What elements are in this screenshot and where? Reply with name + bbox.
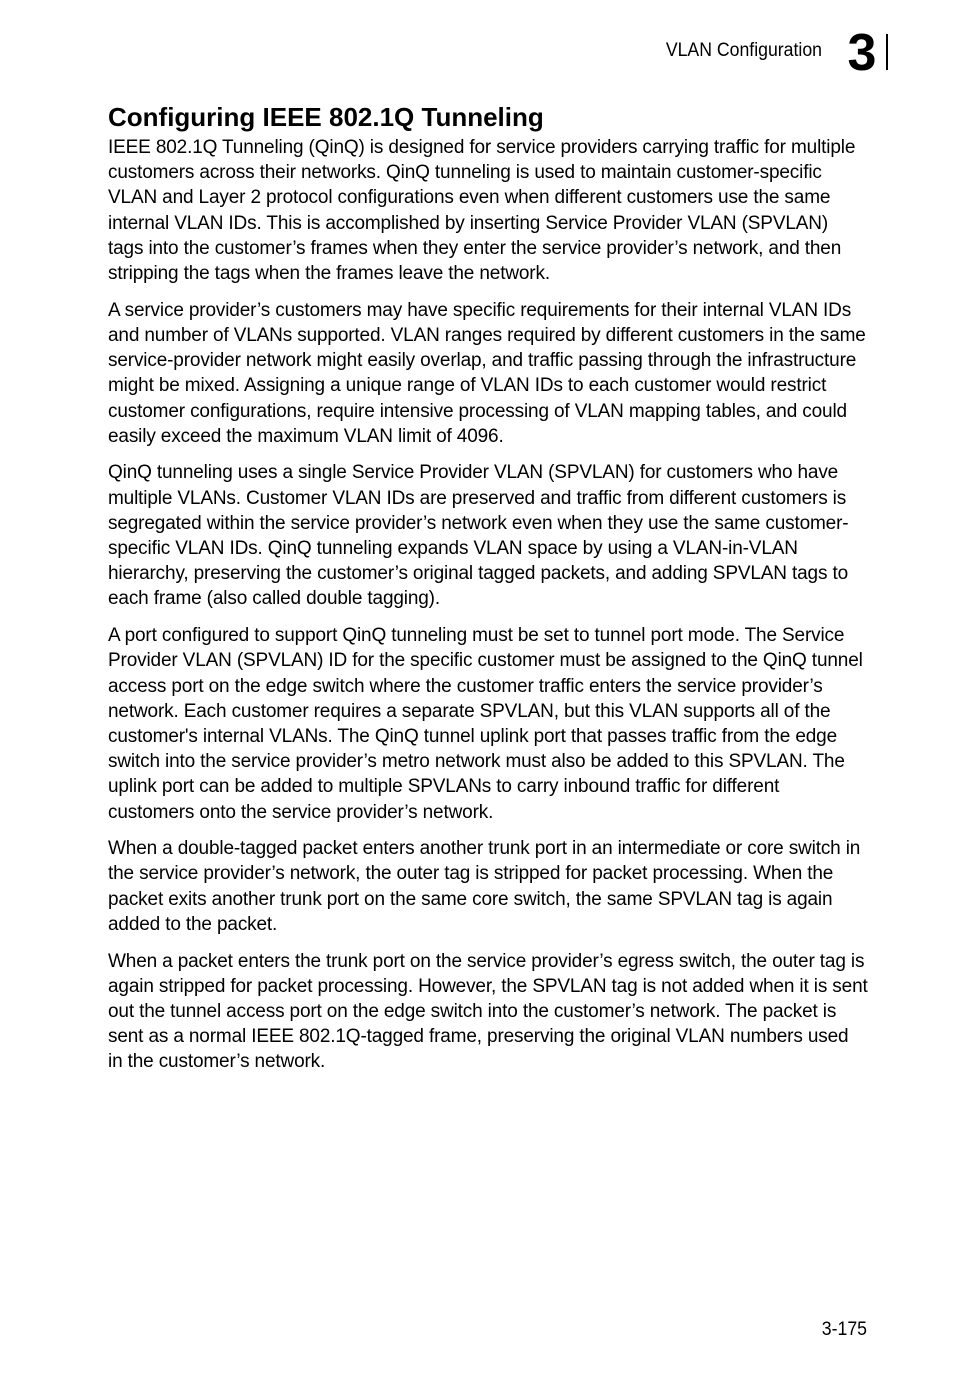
section-title: Configuring IEEE 802.1Q Tunneling — [108, 102, 544, 132]
paragraph-qinq-overview: IEEE 802.1Q Tunneling (QinQ) is designed for service providers carrying traffic for multiple customers across their networks. QinQ tunneling is used to maintain customer-specific VLAN and Layer 2 protocol configurations even when different customers use the same internal VLAN IDs. This is accomplished by inserting Service Provider VLAN (SPVLAN) tags into the customer’s frames when they enter the service provider’s network, and then stripping the tags when the frames leave the network. — [108, 137, 856, 285]
page-number: 3-175 — [821, 1319, 867, 1340]
paragraph-double-tagged-packet: When a double-tagged packet enters another trunk port in an intermediate or core switch in the service provider’s network, the outer tag is stripped for packet processing. When the packet exits another trunk port on the same core switch, the same SPVLAN tag is again added to the packet. — [108, 838, 861, 935]
chapter-number: 3 — [847, 24, 877, 82]
paragraph-tunnel-port-mode: A port configured to support QinQ tunneling must be set to tunnel port mode. The Service Provider VLAN (SPVLAN) ID for the specific customer must be assigned to the QinQ tunnel access port on the edge switch where the customer traffic enters the service provider’s network. Each customer requires a separate SPVLAN, but this VLAN supports all of the customer's internal VLANs. The QinQ tunnel uplink port that passes traffic from the edge switch into the service provider’s metro network must also be added to this SPVLAN. The uplink port can be added to multiple SPVLANs to carry inbound traffic for different customers onto the service provider’s network. — [108, 625, 863, 823]
paragraph-customer-requirements: A service provider’s customers may have specific requirements for their internal VLAN IDs and number of VLANs supported. VLAN ranges required by different customers in the same service-provider network might easily overlap, and traffic passing through the infrastructure might be mixed. Assigning a unique range of VLAN IDs to each customer would restrict customer configurations, require intensive processing of VLAN mapping tables, and could easily exceed the maximum VLAN limit of 4096. — [108, 299, 866, 447]
paragraph-egress-switch: When a packet enters the trunk port on the service provider’s egress switch, the outer tag is again stripped for packet processing. However, the SPVLAN tag is not added when it is sent out the tunnel access port on the edge switch into the customer’s network. The packet is sent as a normal IEEE 802.1Q-tagged frame, preserving the original VLAN numbers used in the customer’s network. — [108, 950, 868, 1073]
body-text — [108, 135, 868, 1086]
running-header: VLAN Configuration — [665, 40, 822, 61]
chapter-divider — [886, 34, 888, 70]
paragraph-single-spvlan: QinQ tunneling uses a single Service Provider VLAN (SPVLAN) for customers who have multiple VLANs. Customer VLAN IDs are preserved and traffic from different customers is segregated within the service provider’s network even when they use the same customer-specific VLAN IDs. QinQ tunneling expands VLAN space by using a VLAN-in-VLAN hierarchy, preserving the customer’s original tagged packets, and adding SPVLAN tags to each frame (also called double tagging). — [108, 462, 849, 610]
